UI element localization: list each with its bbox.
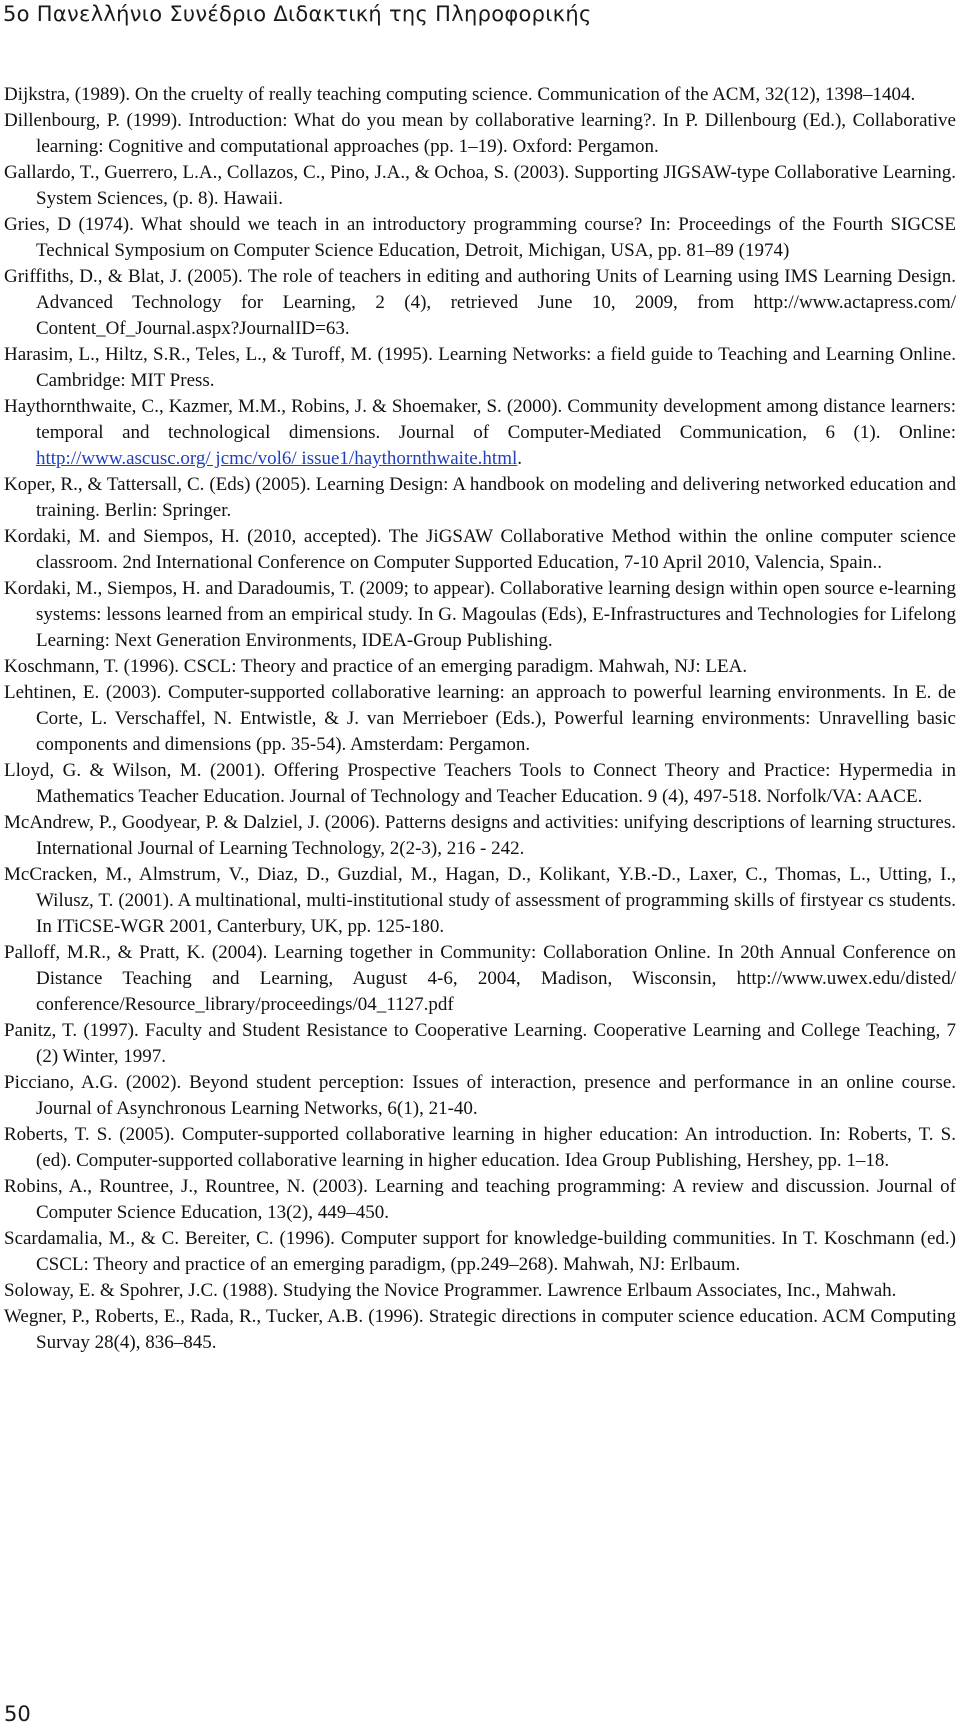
reference-text: Lloyd, G. & Wilson, M. (2001). Offering Prospective Teachers Tools to Connect Theory and Practice: Hypermedia in Mathematics Teacher Education. Journal of Technology and Teacher Education. 9 (4), 497-518. Norfolk/VA: AACE. bbox=[4, 760, 956, 807]
reference-text: Robins, A., Rountree, J., Rountree, N. (2003). Learning and teaching programming: A review and discussion. Journal of Computer Science Education, 13(2), 449–450. bbox=[4, 1176, 956, 1223]
running-header: 5ο Πανελλήνιο Συνέδριο Διδακτική της Πληροφορικής bbox=[3, 2, 592, 26]
reference-item bbox=[4, 1018, 956, 1070]
reference-item bbox=[4, 108, 956, 160]
reference-item bbox=[4, 264, 956, 342]
reference-text: Dijkstra, (1989). On the cruelty of really teaching computing science. Communication of the ACM, 32(12), 1398–1404. bbox=[4, 84, 916, 105]
reference-text: Scardamalia, M., & C. Bereiter, C. (1996). Computer support for knowledge-building communities. In T. Koschmann (ed.) CSCL: Theory and practice of an emerging paradigm, (pp.249–268). Mahwah, NJ: Erlbaum. bbox=[4, 1228, 956, 1275]
reference-text: Griffiths, D., & Blat, J. (2005). The role of teachers in editing and authoring Units of Learning using IMS Learning Design. Advanced Technology for Learning, 2 (4), retrieved June 10, 2009, from http://www.actapress.com/ Content_Of_Journal.aspx?JournalID=63. bbox=[4, 266, 956, 339]
reference-text: Gries, D (1974). What should we teach in an introductory programming course? In: Proceedings of the Fourth SIGCSE Technical Symposium on Computer Science Education, Detroit, Michigan, USA, pp. 81–89 (1974) bbox=[4, 214, 956, 261]
reference-item bbox=[4, 342, 956, 394]
reference-text: Gallardo, T., Guerrero, L.A., Collazos, C., Pino, J.A., & Ochoa, S. (2003). Supporting JIGSAW-type Collaborative Learning. System Sciences, (p. 8). Hawaii. bbox=[4, 162, 956, 209]
reference-item bbox=[4, 654, 956, 680]
reference-item bbox=[4, 680, 956, 758]
reference-item bbox=[4, 1174, 956, 1226]
page-number: 50 bbox=[4, 1702, 31, 1726]
reference-text: Picciano, A.G. (2002). Beyond student perception: Issues of interaction, presence and performance in an online course. Journal of Asynchronous Learning Networks, 6(1), 21-40. bbox=[4, 1072, 956, 1119]
reference-item bbox=[4, 576, 956, 654]
reference-text: Kordaki, M., Siempos, H. and Daradoumis, T. (2009; to appear). Collaborative learning design within open source e-learning systems: lessons learned from an empirical study. In G. Magoulas (Eds), E-Infrastructures and Technologies for Lifelong Learning: Next Generation Environments, IDEA-Group Publishing. bbox=[4, 578, 956, 651]
reference-item bbox=[4, 524, 956, 576]
reference-text: Panitz, T. (1997). Faculty and Student Resistance to Cooperative Learning. Cooperative Learning and College Teaching, 7 (2) Winter, 1997. bbox=[4, 1020, 956, 1067]
reference-item bbox=[4, 862, 956, 940]
reference-item bbox=[4, 1226, 956, 1278]
reference-list bbox=[4, 82, 956, 1356]
reference-item bbox=[4, 160, 956, 212]
reference-text: Wegner, P., Roberts, E., Rada, R., Tucker, A.B. (1996). Strategic directions in computer science education. ACM Computing Survay 28(4), 836–845. bbox=[4, 1306, 956, 1353]
reference-item bbox=[4, 82, 956, 108]
reference-item bbox=[4, 472, 956, 524]
reference-text: Lehtinen, E. (2003). Computer-supported collaborative learning: an approach to powerful learning environments. In E. de Corte, L. Verschaffel, N. Entwistle, & J. van Merrieboer (Eds.), Powerful learning environments: Unravelling basic components and dimensions (pp. 35-54). Amsterdam: Pergamon. bbox=[4, 682, 956, 755]
reference-item bbox=[4, 758, 956, 810]
reference-text: Koschmann, T. (1996). CSCL: Theory and practice of an emerging paradigm. Mahwah, NJ: LEA. bbox=[4, 656, 748, 677]
reference-item bbox=[4, 1122, 956, 1174]
reference-text: Koper, R., & Tattersall, C. (Eds) (2005). Learning Design: A handbook on modeling and delivering networked education and training. Berlin: Springer. bbox=[4, 474, 956, 521]
reference-text: Haythornthwaite, C., Kazmer, M.M., Robins, J. & Shoemaker, S. (2000). Community development among distance learners: temporal and technological dimensions. Journal of Computer-Mediated Communication, 6 (1). Online: bbox=[4, 396, 956, 443]
reference-text: Kordaki, M. and Siempos, H. (2010, accepted). The JiGSAW Collaborative Method within the online computer science classroom. 2nd International Conference on Computer Supported Education, 7-10 April 2010, Valencia, Spain.. bbox=[4, 526, 956, 573]
reference-link[interactable]: http://www.ascusc.org/ jcmc/vol6/ issue1/haythornthwaite.html bbox=[36, 448, 518, 469]
reference-text: Dillenbourg, P. (1999). Introduction: What do you mean by collaborative learning?. In P. Dillenbourg (Ed.), Collaborative learning: Cognitive and computational approaches (pp. 1–19). Oxford: Pergamon. bbox=[4, 110, 956, 157]
reference-text: Roberts, T. S. (2005). Computer-supported collaborative learning in higher education: An introduction. In: Roberts, T. S. (ed). Computer-supported collaborative learning in higher education. Idea Group Publishing, Hershey, pp. 1–18. bbox=[4, 1124, 956, 1171]
reference-text: McCracken, M., Almstrum, V., Diaz, D., Guzdial, M., Hagan, D., Kolikant, Y.B.-D., Laxer, C., Thomas, L., Utting, I., Wilusz, T. (2001). A multinational, multi-institutional study of assessment of programming skills of firstyear cs students. In ITiCSE-WGR 2001, Canterbury, UK, pp. 125-180. bbox=[4, 864, 956, 937]
reference-item bbox=[4, 1070, 956, 1122]
reference-item bbox=[4, 940, 956, 1018]
reference-item bbox=[4, 394, 956, 472]
reference-item bbox=[4, 212, 956, 264]
reference-text: Palloff, M.R., & Pratt, K. (2004). Learning together in Community: Collaboration Online. In 20th Annual Conference on Distance Teaching and Learning, August 4-6, 2004, Madison, Wisconsin, http://www.uwex.edu/disted/ conference/Resource_library/proceedings/04_1127.pdf bbox=[4, 942, 956, 1015]
reference-item bbox=[4, 1304, 956, 1356]
reference-text: Harasim, L., Hiltz, S.R., Teles, L., & Turoff, M. (1995). Learning Networks: a field guide to Teaching and Learning Online. Cambridge: MIT Press. bbox=[4, 344, 956, 391]
reference-text: Soloway, E. & Spohrer, J.C. (1988). Studying the Novice Programmer. Lawrence Erlbaum Associates, Inc., Mahwah. bbox=[4, 1280, 897, 1301]
reference-item bbox=[4, 810, 956, 862]
reference-text: McAndrew, P., Goodyear, P. & Dalziel, J. (2006). Patterns designs and activities: unifying descriptions of learning structures. International Journal of Learning Technology, 2(2-3), 216 - 242. bbox=[4, 812, 956, 859]
reference-text-end: . bbox=[517, 448, 523, 469]
reference-item bbox=[4, 1278, 956, 1304]
